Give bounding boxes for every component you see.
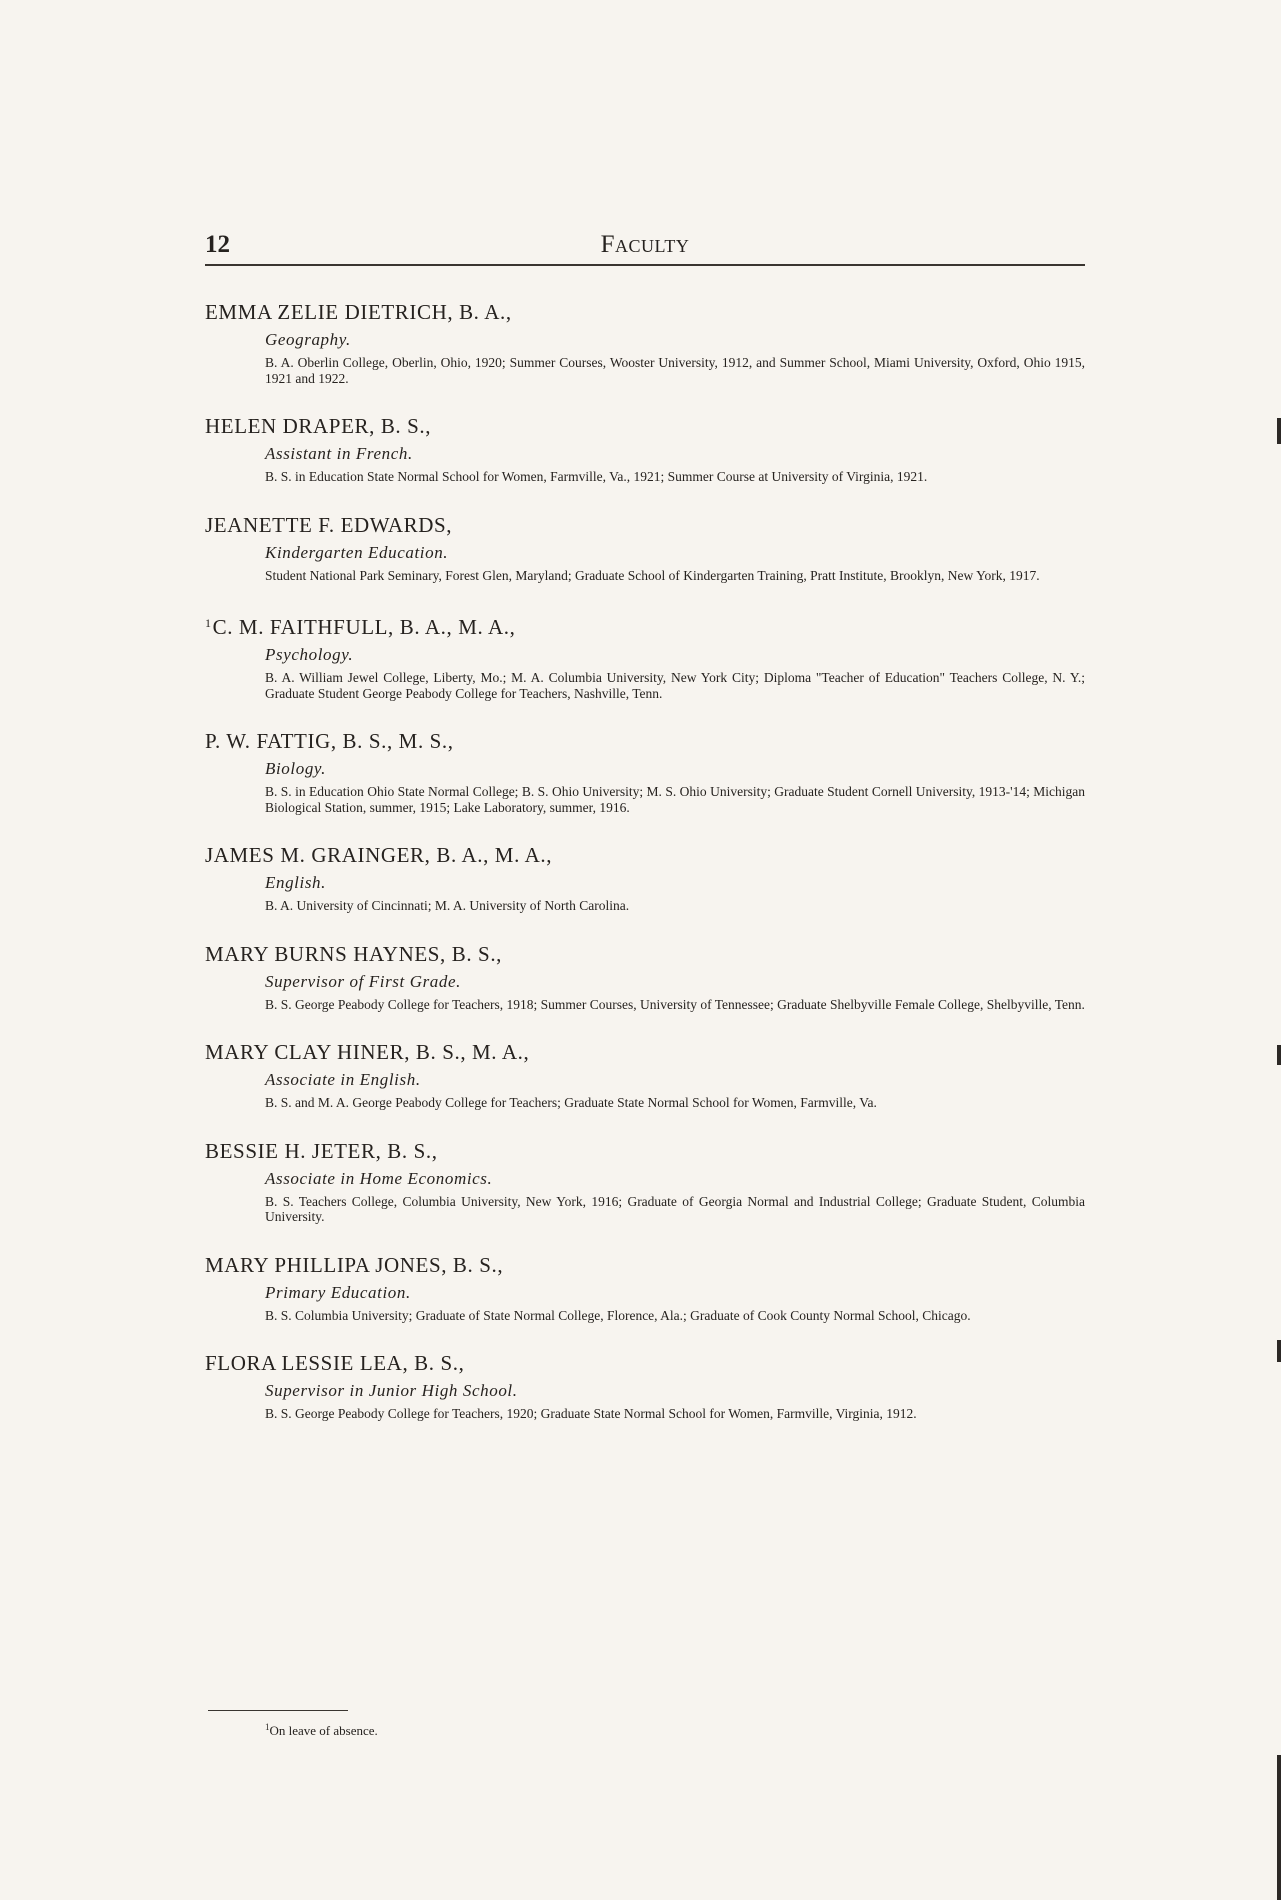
faculty-credentials: Student National Park Seminary, Forest Glen, Maryland; Graduate School of Kindergarten Training, Pratt Institute, Brooklyn, New York, 1917.: [265, 567, 1040, 583]
faculty-name: BESSIE H. JETER, B. S.,: [205, 1138, 438, 1163]
faculty-name-line: [205, 610, 1085, 640]
faculty-entry: [205, 610, 1085, 701]
faculty-role: Assistant in French.: [265, 444, 413, 463]
faculty-credentials: B. S. in Education State Normal School for Women, Farmville, Va., 1921; Summer Course at University of Virginia, 1921.: [265, 469, 928, 484]
faculty-credentials: B. S. George Peabody College for Teachers, 1920; Graduate State Normal School for Women, Farmville, Virginia, 1912.: [265, 1406, 917, 1421]
faculty-role: Biology.: [265, 759, 326, 778]
footnote-text: On leave of absence.: [269, 1723, 378, 1738]
faculty-entry: [205, 299, 1085, 386]
faculty-name: MARY PHILLIPA JONES, B. S.,: [205, 1252, 504, 1277]
footnote: [265, 1719, 378, 1739]
faculty-role: Kindergarten Education.: [265, 542, 449, 562]
faculty-role: Supervisor of First Grade.: [265, 971, 461, 991]
faculty-entry: [205, 1252, 1085, 1324]
page-edge-mark: [1277, 1045, 1281, 1065]
faculty-credentials: B. S. Columbia University; Graduate of State Normal College, Florence, Ala.; Graduate of Cook County Normal School, Chicago.: [265, 1307, 971, 1323]
faculty-name: HELEN DRAPER, B. S.,: [205, 414, 432, 438]
faculty-name: MARY BURNS HAYNES, B. S.,: [205, 941, 503, 966]
faculty-list: [205, 299, 1085, 1449]
footnote-marker: 1: [265, 1722, 270, 1732]
faculty-entry: [205, 1350, 1085, 1422]
faculty-credentials: B. S. George Peabody College for Teachers, 1918; Summer Courses, University of Tennessee; Graduate Shelbyville Female College, Shelbyville, Tenn.: [265, 996, 1085, 1012]
faculty-name: C. M. FAITHFULL, B. A., M. A.,: [212, 615, 516, 639]
faculty-entry: [205, 941, 1085, 1013]
page-header: [205, 230, 1085, 264]
faculty-role: Associate in English.: [265, 1070, 421, 1089]
faculty-role: Supervisor in Junior High School.: [265, 1381, 518, 1400]
footnote-rule: [208, 1710, 348, 1711]
header-rule: [205, 264, 1085, 266]
page-edge-mark: [1277, 1755, 1281, 1900]
faculty-credentials: B. S. Teachers College, Columbia University, New York, 1916; Graduate of Georgia Normal and Industrial College; Graduate Student, Columbia University.: [265, 1193, 1085, 1224]
faculty-name: P. W. FATTIG, B. S., M. S.,: [205, 729, 454, 753]
page-edge-mark: [1277, 1340, 1281, 1362]
faculty-credentials: B. A. University of Cincinnati; M. A. University of North Carolina.: [265, 898, 630, 913]
faculty-entry: [205, 1039, 1085, 1111]
faculty-name: JEANETTE F. EDWARDS,: [205, 512, 453, 537]
faculty-entry: [205, 728, 1085, 815]
page-number: 12: [205, 231, 230, 258]
running-head: Faculty: [600, 231, 690, 258]
faculty-role: Primary Education.: [265, 1282, 411, 1302]
faculty-credentials: B. A. Oberlin College, Oberlin, Ohio, 1920; Summer Courses, Wooster University, 1912, and Summer School, Miami University, Oxford, Ohio 1915, 1921 and 1922.: [265, 355, 1085, 386]
faculty-role: Associate in Home Economics.: [265, 1168, 493, 1188]
faculty-entry: [205, 842, 1085, 914]
faculty-credentials: B. S. and M. A. George Peabody College for Teachers; Graduate State Normal School for Women, Farmville, Va.: [265, 1095, 877, 1110]
faculty-credentials: B. S. in Education Ohio State Normal College; B. S. Ohio University; M. S. Ohio University; Graduate Student Cornell University, 1913-'14; Michigan Biological Station, summer, 1915; Lake Laboratory, summer, 1916.: [265, 784, 1085, 815]
faculty-credentials: B. A. William Jewel College, Liberty, Mo.; M. A. Columbia University, New York City; Diploma "Teacher of Education" Teachers College, N. Y.; Graduate Student George Peabody College for Teachers, Nashville, Tenn.: [265, 670, 1085, 701]
footnote-reference: 1: [205, 616, 212, 630]
faculty-role: Geography.: [265, 330, 351, 349]
faculty-name: FLORA LESSIE LEA, B. S.,: [205, 1351, 465, 1375]
faculty-name: EMMA ZELIE DIETRICH, B. A.,: [205, 300, 512, 324]
faculty-name: JAMES M. GRAINGER, B. A., M. A.,: [205, 843, 553, 867]
faculty-entry: [205, 512, 1085, 584]
faculty-entry: [205, 1138, 1085, 1225]
faculty-role: English.: [265, 873, 326, 892]
faculty-name: MARY CLAY HINER, B. S., M. A.,: [205, 1040, 530, 1064]
faculty-role: Psychology.: [265, 645, 354, 664]
page-edge-mark: [1277, 418, 1281, 444]
faculty-entry: [205, 413, 1085, 485]
